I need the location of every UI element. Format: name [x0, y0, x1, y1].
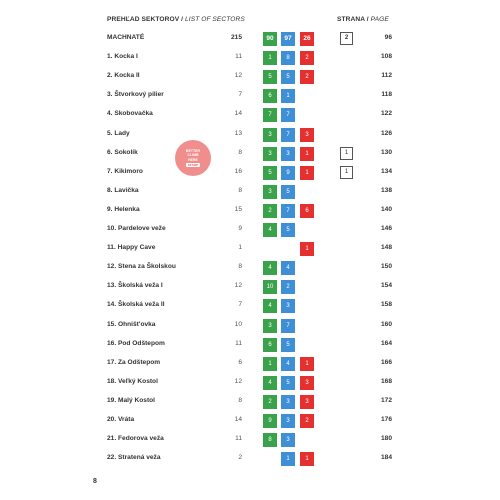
sector-page-number: 166	[380, 358, 392, 366]
green-count: 1	[263, 51, 277, 65]
green-count: 4	[263, 261, 277, 275]
sector-total: 16	[234, 167, 242, 175]
sector-page-number: 184	[380, 454, 392, 462]
sector-total: 9	[238, 225, 242, 232]
red-count: 1	[300, 452, 314, 466]
sector-page-number: 168	[380, 377, 392, 385]
outline-box: 1	[340, 147, 353, 160]
sector-name: 18. Veľký Kostol	[107, 377, 158, 385]
sector-row[interactable]	[0, 89, 500, 103]
sector-total: 11	[235, 339, 242, 347]
sector-page-number: 172	[380, 396, 392, 404]
sector-page-number: 118	[381, 91, 392, 99]
blue-count: 7	[281, 319, 295, 333]
summary-total: 215	[230, 34, 242, 41]
sector-name: 22. Stratená veža	[107, 454, 161, 462]
sector-name: 2. Kocka II	[107, 72, 140, 80]
green-count: 9	[263, 414, 277, 428]
red-count: 1	[300, 357, 314, 371]
sector-name: 1. Kocka I	[107, 53, 138, 61]
page-folio: 8	[93, 478, 97, 485]
sector-name: 20. Vráta	[107, 416, 135, 423]
red-count: 1	[300, 166, 314, 180]
sector-page-number: 176	[380, 416, 392, 423]
sector-page-number: 138	[380, 186, 392, 194]
sector-row[interactable]	[0, 185, 500, 199]
sector-total: 2	[238, 454, 242, 462]
sector-row[interactable]	[0, 338, 500, 352]
blue-count: 1	[281, 89, 295, 103]
sector-page-number: 134	[380, 167, 392, 175]
sector-name: 13. Školská veža I	[107, 282, 163, 290]
stamp-tag: STAMP	[187, 162, 199, 167]
sector-total: 12	[234, 282, 242, 290]
sector-name: 14. Školská veža II	[107, 301, 165, 309]
sector-page-number: 158	[380, 301, 392, 309]
sector-total: 10	[234, 320, 242, 328]
green-count: 10	[263, 280, 277, 294]
green-count: 2	[263, 204, 277, 218]
page-heading-sk: STRANA /	[337, 16, 369, 23]
sector-row[interactable]	[0, 357, 500, 371]
sector-page-number: 148	[380, 244, 392, 252]
sector-name: 17. Za Odštepom	[107, 358, 161, 366]
blue-count: 3	[281, 433, 295, 447]
blue-count: 5	[281, 223, 295, 237]
green-count: 6	[263, 89, 277, 103]
sector-total: 11	[235, 53, 242, 61]
sector-row[interactable]	[0, 395, 500, 409]
sector-total: 8	[238, 396, 242, 404]
sector-name: 11. Happy Cave	[107, 244, 156, 252]
sector-name: 12. Stena za Školskou	[107, 263, 176, 271]
blue-count: 7	[281, 204, 295, 218]
page-heading-en: PAGE	[370, 16, 389, 23]
summary-outline-box: 2	[340, 32, 353, 45]
sector-name: 9. Helenka	[107, 205, 140, 213]
sector-total: 6	[238, 358, 242, 366]
blue-count: 9	[281, 166, 295, 180]
sector-total: 12	[234, 72, 242, 80]
sector-page-number: 108	[380, 53, 392, 61]
sector-row[interactable]	[0, 376, 500, 390]
green-count: 8	[263, 433, 277, 447]
green-count: 5	[263, 166, 277, 180]
sector-name: 3. Štvorkový pilier	[107, 91, 164, 99]
stamp-line: BETTER	[185, 149, 201, 154]
blue-count: 7	[281, 108, 295, 122]
sector-total: 1	[238, 244, 242, 252]
sector-total: 8	[238, 186, 242, 194]
sector-page-number: 140	[380, 205, 392, 213]
sector-name: 4. Skobovačka	[107, 110, 153, 118]
green-count: 2	[263, 395, 277, 409]
red-count: 3	[300, 395, 314, 409]
sector-total: 12	[234, 377, 242, 385]
heading-sk: PREHĽAD SEKTOROV /	[107, 16, 184, 23]
summary-name: MACHNATÉ	[107, 34, 145, 41]
green-count: 3	[263, 319, 277, 333]
blue-count: 1	[281, 452, 295, 466]
blue-count: 8	[281, 51, 295, 65]
sector-row[interactable]	[0, 128, 500, 142]
sector-name: 15. Ohništ'ovka	[107, 320, 156, 328]
green-count: 3	[263, 185, 277, 199]
sector-row[interactable]	[0, 166, 500, 180]
green-count: 7	[263, 108, 277, 122]
blue-count: 4	[281, 261, 295, 275]
sector-total: 11	[235, 435, 242, 443]
summary-page-number: 96	[384, 34, 392, 41]
stamp-line: HERE	[188, 157, 198, 162]
blue-count: 3	[281, 299, 295, 313]
page-column-heading	[337, 16, 389, 23]
sector-row[interactable]	[0, 433, 500, 447]
sector-name: 7. Kikimoro	[107, 167, 143, 175]
summary-green-count: 90	[263, 32, 277, 46]
sector-total: 14	[234, 110, 242, 118]
sector-total: 8	[238, 263, 242, 271]
sector-row[interactable]	[0, 319, 500, 333]
sector-total: 13	[234, 129, 242, 137]
sector-total: 15	[234, 205, 242, 213]
green-count: 3	[263, 128, 277, 142]
summary-blue-count: 97	[281, 32, 295, 46]
red-count: 2	[300, 51, 314, 65]
sector-name: 5. Lady	[107, 129, 130, 137]
red-count: 6	[300, 204, 314, 218]
green-count: 1	[263, 357, 277, 371]
blue-count: 7	[281, 128, 295, 142]
outline-box: 1	[340, 166, 353, 179]
sector-row[interactable]	[0, 204, 500, 218]
sector-row[interactable]	[0, 147, 500, 161]
sector-row[interactable]	[0, 108, 500, 122]
green-count: 4	[263, 376, 277, 390]
green-count: 5	[263, 70, 277, 84]
blue-count: 3	[281, 147, 295, 161]
sector-name: 19. Malý Kostol	[107, 396, 156, 404]
sector-name: 21. Fedorova veža	[107, 435, 164, 443]
sector-row[interactable]	[0, 70, 500, 84]
green-count: 3	[263, 147, 277, 161]
red-count: 3	[300, 128, 314, 142]
blue-count: 5	[281, 376, 295, 390]
sector-page-number: 180	[380, 435, 392, 443]
sector-name: 8. Lavička	[107, 186, 139, 194]
stamp-text	[186, 149, 200, 162]
sector-row[interactable]	[0, 280, 500, 294]
sector-row[interactable]	[0, 261, 500, 275]
sector-total: 14	[234, 416, 242, 423]
red-count: 2	[300, 414, 314, 428]
sector-row[interactable]	[0, 223, 500, 237]
blue-count: 4	[281, 357, 295, 371]
sector-row[interactable]	[0, 299, 500, 313]
blue-count: 3	[281, 414, 295, 428]
stamp-line: CLIMB	[187, 153, 199, 158]
sector-page-number: 130	[380, 148, 392, 156]
sector-page-number: 146	[380, 225, 392, 232]
blue-count: 5	[281, 185, 295, 199]
sector-name: 16. Pod Odštepom	[107, 339, 165, 347]
sector-name: 6. Sokolík	[107, 148, 138, 156]
red-count: 2	[300, 70, 314, 84]
blue-count: 3	[281, 395, 295, 409]
blue-count: 5	[281, 338, 295, 352]
heading-en: LIST OF SECTORS	[185, 16, 245, 23]
green-count: 4	[263, 223, 277, 237]
sector-page-number: 122	[380, 110, 392, 118]
sector-name: 10. Pardelove veže	[107, 225, 166, 232]
sector-list-heading	[107, 16, 245, 23]
red-count: 1	[300, 147, 314, 161]
sector-page-number: 112	[381, 72, 392, 80]
green-count: 4	[263, 299, 277, 313]
better-climb-here-stamp	[175, 140, 211, 176]
green-count: 6	[263, 338, 277, 352]
sector-row[interactable]	[0, 452, 500, 466]
sector-page-number: 164	[380, 339, 392, 347]
summary-row[interactable]	[0, 32, 500, 46]
sector-page-number: 126	[380, 129, 392, 137]
blue-count: 5	[281, 70, 295, 84]
sector-total: 7	[238, 301, 242, 309]
sector-row[interactable]	[0, 51, 500, 65]
red-count: 1	[300, 242, 314, 256]
sector-row[interactable]	[0, 414, 500, 428]
blue-count: 2	[281, 280, 295, 294]
sector-page-number: 150	[380, 263, 392, 271]
red-count: 3	[300, 376, 314, 390]
sector-page-number: 160	[380, 320, 392, 328]
sector-page-number: 154	[380, 282, 392, 290]
summary-red-count: 26	[300, 32, 314, 46]
sector-total: 7	[238, 91, 242, 99]
sector-row[interactable]	[0, 242, 500, 256]
sector-total: 8	[238, 148, 242, 156]
